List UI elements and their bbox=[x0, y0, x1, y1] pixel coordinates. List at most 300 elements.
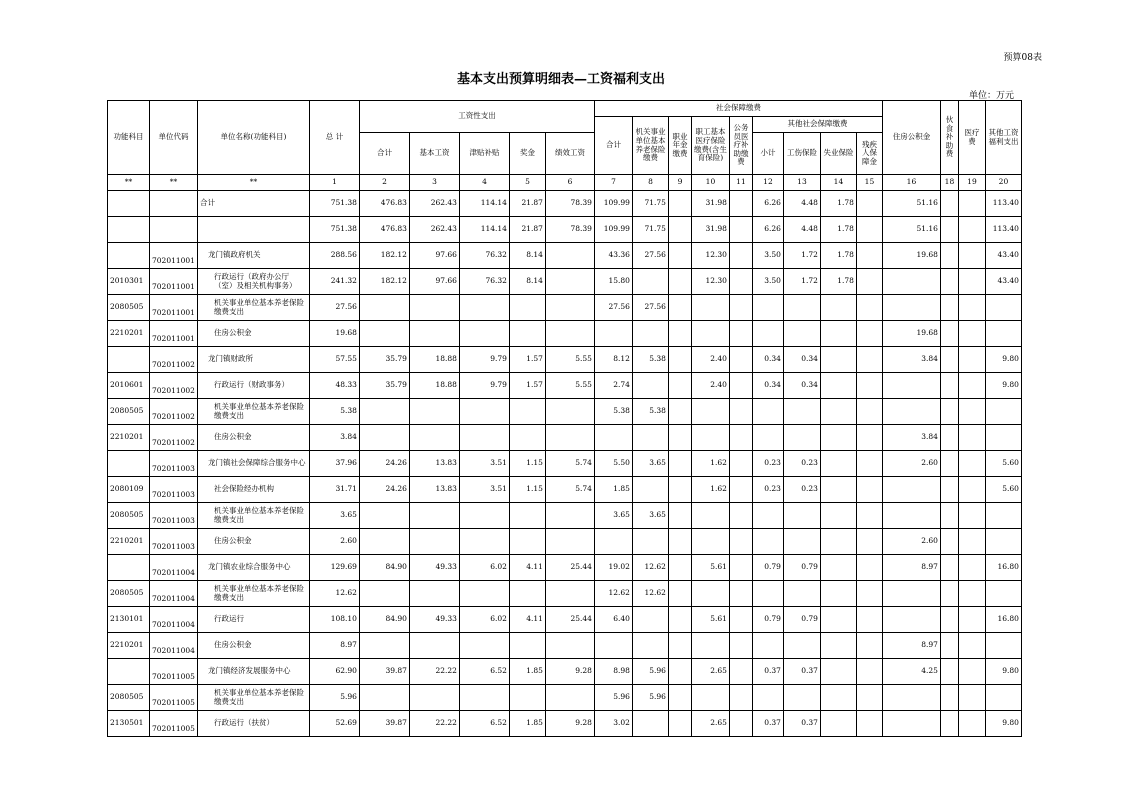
func-code-cell: 2010301 bbox=[108, 269, 150, 295]
column-index-cell: 13 bbox=[783, 175, 820, 191]
unit-code-cell: 702011005 bbox=[150, 711, 198, 737]
amount-cell: 114.14 bbox=[459, 217, 509, 243]
amount-cell bbox=[459, 633, 509, 659]
amount-cell bbox=[545, 503, 594, 529]
amount-cell bbox=[509, 633, 545, 659]
header-basic-wage: 基本工资 bbox=[409, 133, 459, 175]
table-row bbox=[108, 295, 1022, 321]
unit-name-cell: 住房公积金 bbox=[197, 321, 309, 347]
amount-cell bbox=[409, 399, 459, 425]
amount-cell: 8.97 bbox=[882, 555, 940, 581]
amount-cell bbox=[820, 295, 856, 321]
amount-cell bbox=[545, 269, 594, 295]
amount-cell bbox=[820, 425, 856, 451]
amount-cell bbox=[958, 659, 985, 685]
amount-cell: 9.79 bbox=[459, 373, 509, 399]
amount-cell: 76.32 bbox=[459, 243, 509, 269]
unit-name-cell: 机关事业单位基本养老保险缴费支出 bbox=[197, 685, 309, 711]
table-row bbox=[108, 503, 1022, 529]
unit-name-cell: 机关事业单位基本养老保险缴费支出 bbox=[197, 581, 309, 607]
amount-cell bbox=[985, 529, 1021, 555]
amount-cell bbox=[632, 321, 668, 347]
amount-cell bbox=[729, 555, 752, 581]
amount-cell bbox=[783, 295, 820, 321]
unit-code-cell: 702011002 bbox=[150, 373, 198, 399]
table-row bbox=[108, 373, 1022, 399]
amount-cell: 8.98 bbox=[594, 659, 632, 685]
amount-cell: 262.43 bbox=[409, 191, 459, 217]
amount-cell: 9.80 bbox=[985, 659, 1021, 685]
amount-cell bbox=[856, 269, 882, 295]
header-unemployment: 失业保险 bbox=[820, 133, 856, 175]
amount-cell: 3.84 bbox=[309, 425, 359, 451]
amount-cell bbox=[668, 477, 691, 503]
amount-cell bbox=[632, 477, 668, 503]
unit-code-cell: 702011002 bbox=[150, 347, 198, 373]
amount-cell: 1.15 bbox=[509, 477, 545, 503]
amount-cell: 5.96 bbox=[632, 685, 668, 711]
page-title: 基本支出预算明细表—工资福利支出 bbox=[456, 72, 665, 87]
amount-cell bbox=[856, 555, 882, 581]
amount-cell bbox=[668, 295, 691, 321]
unit-code-cell: 702011004 bbox=[150, 581, 198, 607]
amount-cell bbox=[856, 191, 882, 217]
amount-cell: 9.28 bbox=[545, 659, 594, 685]
amount-cell: 5.60 bbox=[985, 477, 1021, 503]
func-code-cell: 2210201 bbox=[108, 321, 150, 347]
amount-cell: 241.32 bbox=[309, 269, 359, 295]
amount-cell bbox=[668, 269, 691, 295]
amount-cell bbox=[882, 685, 940, 711]
column-index-row bbox=[108, 175, 1022, 191]
table-row bbox=[108, 243, 1022, 269]
amount-cell bbox=[409, 685, 459, 711]
amount-cell: 52.69 bbox=[309, 711, 359, 737]
amount-cell: 97.66 bbox=[409, 269, 459, 295]
unit-name-cell: 住房公积金 bbox=[197, 633, 309, 659]
amount-cell: 0.79 bbox=[752, 555, 783, 581]
amount-cell: 5.50 bbox=[594, 451, 632, 477]
amount-cell: 24.26 bbox=[359, 451, 409, 477]
amount-cell bbox=[856, 685, 882, 711]
amount-cell: 15.80 bbox=[594, 269, 632, 295]
amount-cell bbox=[668, 685, 691, 711]
amount-cell: 4.11 bbox=[509, 607, 545, 633]
amount-cell: 0.79 bbox=[783, 555, 820, 581]
amount-cell: 22.22 bbox=[409, 711, 459, 737]
amount-cell: 13.83 bbox=[409, 451, 459, 477]
amount-cell bbox=[594, 425, 632, 451]
amount-cell bbox=[729, 685, 752, 711]
amount-cell bbox=[668, 399, 691, 425]
table-row bbox=[108, 659, 1022, 685]
unit-name-cell: 行政运行 bbox=[197, 607, 309, 633]
amount-cell: 2.40 bbox=[691, 373, 729, 399]
column-index-cell: 5 bbox=[509, 175, 545, 191]
amount-cell: 21.87 bbox=[509, 217, 545, 243]
amount-cell: 43.40 bbox=[985, 269, 1021, 295]
form-number: 预算08表 bbox=[1003, 53, 1042, 63]
column-index-cell: 4 bbox=[459, 175, 509, 191]
amount-cell: 5.74 bbox=[545, 451, 594, 477]
amount-cell: 8.14 bbox=[509, 243, 545, 269]
amount-cell bbox=[459, 425, 509, 451]
amount-cell bbox=[359, 685, 409, 711]
amount-cell bbox=[409, 295, 459, 321]
amount-cell bbox=[856, 581, 882, 607]
column-index-cell: 2 bbox=[359, 175, 409, 191]
column-index-cell: 6 bbox=[545, 175, 594, 191]
amount-cell: 5.74 bbox=[545, 477, 594, 503]
func-code-cell bbox=[108, 659, 150, 685]
amount-cell bbox=[958, 217, 985, 243]
amount-cell: 0.37 bbox=[752, 711, 783, 737]
amount-cell: 51.16 bbox=[882, 217, 940, 243]
unit-code-cell: 702011003 bbox=[150, 477, 198, 503]
header-other-subtotal: 小计 bbox=[752, 133, 783, 175]
func-code-cell bbox=[108, 347, 150, 373]
amount-cell bbox=[856, 503, 882, 529]
unit-name-cell: 机关事业单位基本养老保险缴费支出 bbox=[197, 503, 309, 529]
amount-cell bbox=[545, 425, 594, 451]
amount-cell: 1.57 bbox=[509, 373, 545, 399]
amount-cell: 1.85 bbox=[594, 477, 632, 503]
amount-cell bbox=[752, 529, 783, 555]
amount-cell bbox=[940, 659, 958, 685]
amount-cell: 5.96 bbox=[594, 685, 632, 711]
amount-cell bbox=[856, 295, 882, 321]
amount-cell: 12.62 bbox=[632, 555, 668, 581]
amount-cell bbox=[359, 581, 409, 607]
amount-cell bbox=[856, 477, 882, 503]
header-medical: 职工基本医疗保险缴费(含生育保险) bbox=[691, 117, 729, 175]
amount-cell bbox=[545, 321, 594, 347]
func-code-cell bbox=[108, 191, 150, 217]
amount-cell bbox=[729, 295, 752, 321]
amount-cell: 8.97 bbox=[882, 633, 940, 659]
unit-name-cell: 龙门镇社会保障综合服务中心 bbox=[197, 451, 309, 477]
amount-cell bbox=[783, 399, 820, 425]
header-allowance: 津贴补贴 bbox=[459, 133, 509, 175]
amount-cell bbox=[632, 633, 668, 659]
amount-cell: 1.57 bbox=[509, 347, 545, 373]
amount-cell: 0.34 bbox=[783, 373, 820, 399]
amount-cell: 1.62 bbox=[691, 477, 729, 503]
column-index-cell: 15 bbox=[856, 175, 882, 191]
amount-cell: 1.78 bbox=[820, 243, 856, 269]
amount-cell bbox=[820, 711, 856, 737]
amount-cell bbox=[940, 529, 958, 555]
amount-cell: 84.90 bbox=[359, 555, 409, 581]
func-code-cell: 2130101 bbox=[108, 607, 150, 633]
amount-cell bbox=[783, 425, 820, 451]
amount-cell bbox=[783, 321, 820, 347]
func-code-cell bbox=[108, 243, 150, 269]
amount-cell bbox=[940, 191, 958, 217]
unit-name-cell: 机关事业单位基本养老保险缴费支出 bbox=[197, 399, 309, 425]
unit-code-cell bbox=[150, 191, 198, 217]
amount-cell bbox=[856, 425, 882, 451]
amount-cell bbox=[820, 529, 856, 555]
amount-cell: 71.75 bbox=[632, 191, 668, 217]
amount-cell: 9.79 bbox=[459, 347, 509, 373]
amount-cell bbox=[632, 425, 668, 451]
amount-cell bbox=[729, 269, 752, 295]
amount-cell bbox=[459, 503, 509, 529]
column-index-cell: 20 bbox=[985, 175, 1021, 191]
amount-cell bbox=[856, 529, 882, 555]
table-row bbox=[108, 685, 1022, 711]
amount-cell: 182.12 bbox=[359, 243, 409, 269]
amount-cell bbox=[729, 425, 752, 451]
amount-cell: 5.38 bbox=[632, 399, 668, 425]
column-index-cell: 9 bbox=[668, 175, 691, 191]
column-index-cell: 18 bbox=[940, 175, 958, 191]
amount-cell: 109.99 bbox=[594, 191, 632, 217]
amount-cell: 113.40 bbox=[985, 217, 1021, 243]
amount-cell: 1.85 bbox=[509, 659, 545, 685]
amount-cell: 5.60 bbox=[985, 451, 1021, 477]
unit-code-cell bbox=[150, 217, 198, 243]
amount-cell bbox=[958, 399, 985, 425]
amount-cell bbox=[958, 191, 985, 217]
func-code-cell: 2080505 bbox=[108, 503, 150, 529]
amount-cell bbox=[985, 685, 1021, 711]
amount-cell bbox=[545, 295, 594, 321]
amount-cell bbox=[632, 269, 668, 295]
amount-cell: 35.79 bbox=[359, 347, 409, 373]
amount-cell bbox=[729, 659, 752, 685]
amount-cell: 2.65 bbox=[691, 711, 729, 737]
amount-cell bbox=[632, 373, 668, 399]
amount-cell: 0.37 bbox=[783, 711, 820, 737]
func-code-cell bbox=[108, 217, 150, 243]
header-other-social: 其他社会保障缴费 bbox=[752, 117, 882, 133]
amount-cell bbox=[729, 503, 752, 529]
unit-code-cell: 702011002 bbox=[150, 399, 198, 425]
header-bonus: 奖金 bbox=[509, 133, 545, 175]
amount-cell: 39.87 bbox=[359, 711, 409, 737]
amount-cell bbox=[985, 633, 1021, 659]
unit-code-cell: 702011003 bbox=[150, 529, 198, 555]
header-wage-subtotal: 合计 bbox=[359, 133, 409, 175]
amount-cell bbox=[958, 321, 985, 347]
amount-cell: 5.38 bbox=[594, 399, 632, 425]
func-code-cell: 2080505 bbox=[108, 295, 150, 321]
amount-cell bbox=[940, 555, 958, 581]
unit-code-cell: 702011004 bbox=[150, 607, 198, 633]
amount-cell: 2.60 bbox=[309, 529, 359, 555]
amount-cell bbox=[856, 243, 882, 269]
amount-cell bbox=[783, 503, 820, 529]
amount-cell: 6.52 bbox=[459, 711, 509, 737]
amount-cell: 9.28 bbox=[545, 711, 594, 737]
amount-cell bbox=[409, 581, 459, 607]
amount-cell bbox=[729, 633, 752, 659]
amount-cell bbox=[691, 321, 729, 347]
amount-cell bbox=[820, 607, 856, 633]
amount-cell: 13.83 bbox=[409, 477, 459, 503]
amount-cell bbox=[940, 633, 958, 659]
amount-cell bbox=[752, 399, 783, 425]
table-row bbox=[108, 451, 1022, 477]
amount-cell: 0.37 bbox=[752, 659, 783, 685]
amount-cell bbox=[985, 581, 1021, 607]
column-index-cell: 7 bbox=[594, 175, 632, 191]
amount-cell: 78.39 bbox=[545, 191, 594, 217]
amount-cell bbox=[509, 399, 545, 425]
amount-cell: 9.80 bbox=[985, 347, 1021, 373]
unit-name-cell: 龙门镇财政所 bbox=[197, 347, 309, 373]
amount-cell: 0.34 bbox=[752, 373, 783, 399]
unit-name-cell: 住房公积金 bbox=[197, 425, 309, 451]
amount-cell bbox=[940, 451, 958, 477]
amount-cell bbox=[940, 295, 958, 321]
amount-cell: 2.74 bbox=[594, 373, 632, 399]
amount-cell: 19.02 bbox=[594, 555, 632, 581]
amount-cell: 27.56 bbox=[594, 295, 632, 321]
amount-cell bbox=[856, 659, 882, 685]
amount-cell: 2.65 bbox=[691, 659, 729, 685]
amount-cell bbox=[668, 243, 691, 269]
column-index-cell: 1 bbox=[309, 175, 359, 191]
amount-cell bbox=[820, 685, 856, 711]
amount-cell bbox=[752, 503, 783, 529]
header-injury: 工伤保险 bbox=[783, 133, 820, 175]
amount-cell bbox=[820, 477, 856, 503]
amount-cell: 49.33 bbox=[409, 607, 459, 633]
amount-cell bbox=[691, 399, 729, 425]
table-row bbox=[108, 555, 1022, 581]
amount-cell: 51.16 bbox=[882, 191, 940, 217]
amount-cell: 37.96 bbox=[309, 451, 359, 477]
amount-cell bbox=[882, 581, 940, 607]
amount-cell: 0.79 bbox=[783, 607, 820, 633]
amount-cell: 27.56 bbox=[632, 295, 668, 321]
amount-cell: 31.98 bbox=[691, 217, 729, 243]
amount-cell bbox=[668, 503, 691, 529]
amount-cell bbox=[940, 243, 958, 269]
unit-code-cell: 702011002 bbox=[150, 425, 198, 451]
amount-cell bbox=[409, 425, 459, 451]
amount-cell: 5.38 bbox=[632, 347, 668, 373]
amount-cell bbox=[882, 477, 940, 503]
amount-cell: 12.62 bbox=[594, 581, 632, 607]
amount-cell: 1.72 bbox=[783, 269, 820, 295]
amount-cell bbox=[409, 503, 459, 529]
amount-cell: 19.68 bbox=[309, 321, 359, 347]
amount-cell bbox=[668, 555, 691, 581]
amount-cell bbox=[783, 633, 820, 659]
column-index-cell: 16 bbox=[882, 175, 940, 191]
amount-cell bbox=[545, 529, 594, 555]
amount-cell: 27.56 bbox=[632, 243, 668, 269]
amount-cell: 288.56 bbox=[309, 243, 359, 269]
amount-cell bbox=[594, 321, 632, 347]
amount-cell bbox=[459, 581, 509, 607]
amount-cell bbox=[820, 347, 856, 373]
amount-cell: 3.84 bbox=[882, 425, 940, 451]
amount-cell bbox=[359, 321, 409, 347]
unit-label: 单位：万元 bbox=[968, 91, 1014, 101]
amount-cell bbox=[820, 581, 856, 607]
amount-cell bbox=[820, 321, 856, 347]
amount-cell: 6.26 bbox=[752, 217, 783, 243]
func-code-cell: 2010601 bbox=[108, 373, 150, 399]
amount-cell: 5.61 bbox=[691, 607, 729, 633]
amount-cell: 22.22 bbox=[409, 659, 459, 685]
amount-cell: 3.65 bbox=[632, 451, 668, 477]
amount-cell bbox=[958, 295, 985, 321]
amount-cell: 113.40 bbox=[985, 191, 1021, 217]
amount-cell: 5.38 bbox=[309, 399, 359, 425]
amount-cell: 84.90 bbox=[359, 607, 409, 633]
amount-cell bbox=[691, 581, 729, 607]
unit-code-cell: 702011001 bbox=[150, 243, 198, 269]
amount-cell bbox=[729, 373, 752, 399]
amount-cell bbox=[359, 295, 409, 321]
unit-code-cell: 702011001 bbox=[150, 269, 198, 295]
amount-cell: 1.72 bbox=[783, 243, 820, 269]
amount-cell: 21.87 bbox=[509, 191, 545, 217]
amount-cell bbox=[940, 217, 958, 243]
amount-cell: 18.88 bbox=[409, 347, 459, 373]
amount-cell: 19.68 bbox=[882, 243, 940, 269]
unit-code-cell: 702011005 bbox=[150, 685, 198, 711]
amount-cell bbox=[882, 269, 940, 295]
amount-cell bbox=[856, 321, 882, 347]
amount-cell: 0.79 bbox=[752, 607, 783, 633]
amount-cell bbox=[856, 373, 882, 399]
header-social-group: 社会保障缴费 bbox=[594, 101, 882, 117]
amount-cell: 3.84 bbox=[882, 347, 940, 373]
amount-cell bbox=[856, 399, 882, 425]
column-index-cell: 11 bbox=[729, 175, 752, 191]
func-code-cell: 2210201 bbox=[108, 425, 150, 451]
amount-cell: 5.55 bbox=[545, 347, 594, 373]
amount-cell bbox=[752, 581, 783, 607]
amount-cell: 35.79 bbox=[359, 373, 409, 399]
header-pension: 机关事业单位基本养老保险缴费 bbox=[632, 117, 668, 175]
column-index-cell: 14 bbox=[820, 175, 856, 191]
amount-cell: 78.39 bbox=[545, 217, 594, 243]
column-index-cell: 12 bbox=[752, 175, 783, 191]
unit-code-cell: 702011005 bbox=[150, 659, 198, 685]
column-index-cell: 10 bbox=[691, 175, 729, 191]
amount-cell bbox=[459, 295, 509, 321]
header-housing: 住房公积金 bbox=[882, 101, 940, 175]
amount-cell bbox=[729, 711, 752, 737]
table-row bbox=[108, 711, 1022, 737]
amount-cell: 114.14 bbox=[459, 191, 509, 217]
header-meal: 伙食补助费 bbox=[940, 101, 958, 175]
amount-cell: 751.38 bbox=[309, 217, 359, 243]
amount-cell bbox=[729, 451, 752, 477]
amount-cell: 1.85 bbox=[509, 711, 545, 737]
amount-cell bbox=[958, 347, 985, 373]
amount-cell bbox=[359, 425, 409, 451]
amount-cell bbox=[729, 477, 752, 503]
amount-cell bbox=[459, 685, 509, 711]
amount-cell bbox=[958, 555, 985, 581]
amount-cell: 0.37 bbox=[783, 659, 820, 685]
amount-cell bbox=[545, 581, 594, 607]
amount-cell bbox=[820, 373, 856, 399]
column-index-cell: ** bbox=[150, 175, 198, 191]
amount-cell bbox=[668, 607, 691, 633]
amount-cell: 262.43 bbox=[409, 217, 459, 243]
amount-cell bbox=[668, 217, 691, 243]
